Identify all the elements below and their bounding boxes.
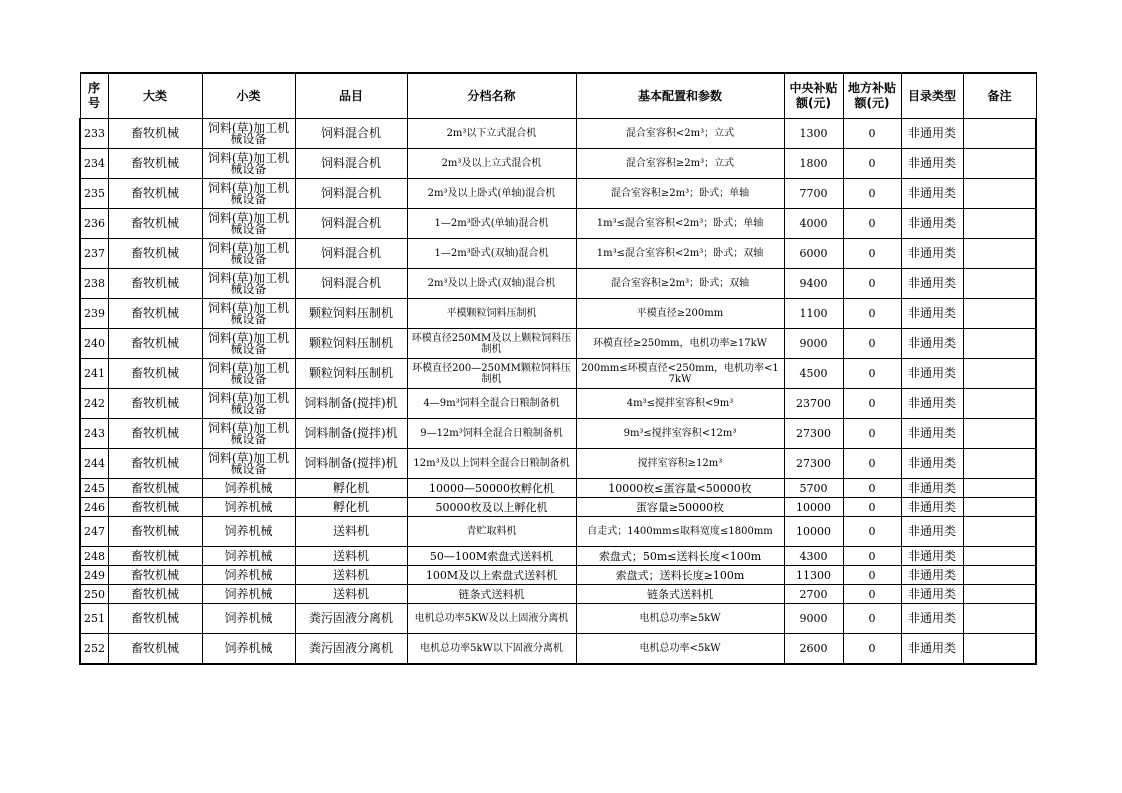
cell-remarks <box>963 517 1036 547</box>
header-cell-index: 序号 <box>80 73 108 119</box>
cell-grade-name: 2m³及以上立式混合机 <box>407 149 576 179</box>
cell-grade-name: 100M及以上索盘式送料机 <box>407 566 576 585</box>
cell-item: 送料机 <box>295 585 407 604</box>
cell-grade-name: 平模颗粒饲料压制机 <box>407 299 576 329</box>
cell-item: 粪污固液分离机 <box>295 634 407 664</box>
cell-local-subsidy: 0 <box>843 299 901 329</box>
cell-local-subsidy: 0 <box>843 359 901 389</box>
cell-index: 250 <box>80 585 108 604</box>
cell-grade-name: 10000—50000枚孵化机 <box>407 479 576 498</box>
cell-grade-name: 2m³及以上卧式(单轴)混合机 <box>407 179 576 209</box>
cell-remarks <box>963 269 1036 299</box>
cell-grade-name: 50000枚及以上孵化机 <box>407 498 576 517</box>
cell-index: 237 <box>80 239 108 269</box>
cell-item: 饲料制备(搅拌)机 <box>295 389 407 419</box>
cell-catalog-type: 非通用类 <box>901 604 963 634</box>
table-row <box>80 389 1036 419</box>
cell-config-params: 索盘式；50m≤送料长度<100m <box>576 547 784 566</box>
cell-minor-category: 饲料(草)加工机械设备 <box>202 209 295 239</box>
cell-remarks <box>963 547 1036 566</box>
table-row <box>80 239 1036 269</box>
cell-catalog-type: 非通用类 <box>901 585 963 604</box>
cell-item: 颗粒饲料压制机 <box>295 299 407 329</box>
cell-config-params: 电机总功率<5kW <box>576 634 784 664</box>
cell-catalog-type: 非通用类 <box>901 566 963 585</box>
cell-index: 233 <box>80 119 108 149</box>
cell-catalog-type: 非通用类 <box>901 419 963 449</box>
cell-config-params: 1m³≤混合室容积<2m³；卧式；双轴 <box>576 239 784 269</box>
cell-major-category: 畜牧机械 <box>108 119 202 149</box>
table-body <box>80 119 1036 664</box>
cell-item: 孵化机 <box>295 498 407 517</box>
cell-catalog-type: 非通用类 <box>901 239 963 269</box>
cell-catalog-type: 非通用类 <box>901 359 963 389</box>
cell-catalog-type: 非通用类 <box>901 498 963 517</box>
cell-grade-name: 9—12m³饲料全混合日粮制备机 <box>407 419 576 449</box>
cell-index: 234 <box>80 149 108 179</box>
cell-grade-name: 4—9m³饲料全混合日粮制备机 <box>407 389 576 419</box>
header-cell-major-category: 大类 <box>108 73 202 119</box>
cell-index: 251 <box>80 604 108 634</box>
table-row <box>80 119 1036 149</box>
cell-minor-category: 饲料(草)加工机械设备 <box>202 239 295 269</box>
cell-major-category: 畜牧机械 <box>108 498 202 517</box>
cell-local-subsidy: 0 <box>843 634 901 664</box>
cell-local-subsidy: 0 <box>843 566 901 585</box>
cell-local-subsidy: 0 <box>843 479 901 498</box>
cell-remarks <box>963 209 1036 239</box>
cell-grade-name: 2m³以下立式混合机 <box>407 119 576 149</box>
cell-major-category: 畜牧机械 <box>108 566 202 585</box>
header-row <box>80 73 1036 119</box>
cell-major-category: 畜牧机械 <box>108 209 202 239</box>
cell-grade-name: 电机总功率5kW以下固液分离机 <box>407 634 576 664</box>
cell-catalog-type: 非通用类 <box>901 269 963 299</box>
cell-catalog-type: 非通用类 <box>901 329 963 359</box>
cell-major-category: 畜牧机械 <box>108 585 202 604</box>
cell-index: 240 <box>80 329 108 359</box>
cell-catalog-type: 非通用类 <box>901 479 963 498</box>
cell-local-subsidy: 0 <box>843 269 901 299</box>
cell-central-subsidy: 27300 <box>784 419 843 449</box>
cell-item: 饲料制备(搅拌)机 <box>295 449 407 479</box>
cell-local-subsidy: 0 <box>843 119 901 149</box>
cell-config-params: 蛋容量≥50000枚 <box>576 498 784 517</box>
cell-remarks <box>963 566 1036 585</box>
cell-remarks <box>963 149 1036 179</box>
cell-local-subsidy: 0 <box>843 419 901 449</box>
cell-remarks <box>963 634 1036 664</box>
cell-index: 238 <box>80 269 108 299</box>
table-row <box>80 604 1036 634</box>
cell-major-category: 畜牧机械 <box>108 389 202 419</box>
cell-index: 243 <box>80 419 108 449</box>
cell-local-subsidy: 0 <box>843 149 901 179</box>
cell-config-params: 混合室容积≥2m³；卧式；单轴 <box>576 179 784 209</box>
cell-central-subsidy: 9000 <box>784 329 843 359</box>
table-row <box>80 419 1036 449</box>
header-cell-minor-category: 小类 <box>202 73 295 119</box>
table-row <box>80 449 1036 479</box>
cell-minor-category: 饲料(草)加工机械设备 <box>202 119 295 149</box>
table-row <box>80 517 1036 547</box>
cell-central-subsidy: 2600 <box>784 634 843 664</box>
cell-central-subsidy: 10000 <box>784 498 843 517</box>
cell-item: 送料机 <box>295 547 407 566</box>
cell-index: 244 <box>80 449 108 479</box>
cell-grade-name: 电机总功率5KW及以上固液分离机 <box>407 604 576 634</box>
cell-config-params: 200mm≤环模直径<250mm，电机功率<17kW <box>576 359 784 389</box>
cell-index: 241 <box>80 359 108 389</box>
table-row <box>80 547 1036 566</box>
cell-minor-category: 饲养机械 <box>202 566 295 585</box>
cell-config-params: 搅拌室容积≥12m³ <box>576 449 784 479</box>
cell-remarks <box>963 498 1036 517</box>
cell-grade-name: 12m³及以上饲料全混合日粮制备机 <box>407 449 576 479</box>
cell-major-category: 畜牧机械 <box>108 634 202 664</box>
cell-config-params: 自走式；1400mm≤取料宽度≤1800mm <box>576 517 784 547</box>
cell-remarks <box>963 449 1036 479</box>
cell-minor-category: 饲料(草)加工机械设备 <box>202 269 295 299</box>
cell-index: 248 <box>80 547 108 566</box>
cell-index: 235 <box>80 179 108 209</box>
cell-remarks <box>963 239 1036 269</box>
cell-remarks <box>963 299 1036 329</box>
cell-remarks <box>963 389 1036 419</box>
table-row <box>80 209 1036 239</box>
table-row <box>80 299 1036 329</box>
cell-index: 252 <box>80 634 108 664</box>
cell-config-params: 混合室容积≥2m³；立式 <box>576 149 784 179</box>
cell-grade-name: 1—2m³卧式(单轴)混合机 <box>407 209 576 239</box>
cell-major-category: 畜牧机械 <box>108 269 202 299</box>
cell-central-subsidy: 4000 <box>784 209 843 239</box>
cell-central-subsidy: 6000 <box>784 239 843 269</box>
cell-central-subsidy: 5700 <box>784 479 843 498</box>
cell-remarks <box>963 119 1036 149</box>
cell-minor-category: 饲料(草)加工机械设备 <box>202 419 295 449</box>
cell-central-subsidy: 9000 <box>784 604 843 634</box>
cell-grade-name: 环模直径250MM及以上颗粒饲料压制机 <box>407 329 576 359</box>
cell-central-subsidy: 23700 <box>784 389 843 419</box>
cell-minor-category: 饲料(草)加工机械设备 <box>202 329 295 359</box>
cell-central-subsidy: 11300 <box>784 566 843 585</box>
cell-major-category: 畜牧机械 <box>108 449 202 479</box>
table-row <box>80 566 1036 585</box>
header-cell-remarks: 备注 <box>963 73 1036 119</box>
header-cell-local-subsidy: 地方补贴额(元) <box>843 73 901 119</box>
cell-catalog-type: 非通用类 <box>901 179 963 209</box>
cell-minor-category: 饲养机械 <box>202 604 295 634</box>
cell-config-params: 9m³≤搅拌室容积<12m³ <box>576 419 784 449</box>
cell-config-params: 索盘式；送料长度≥100m <box>576 566 784 585</box>
cell-index: 242 <box>80 389 108 419</box>
cell-remarks <box>963 179 1036 209</box>
cell-index: 239 <box>80 299 108 329</box>
table-row <box>80 269 1036 299</box>
cell-config-params: 混合室容积<2m³；立式 <box>576 119 784 149</box>
cell-item: 饲料混合机 <box>295 119 407 149</box>
cell-grade-name: 2m³及以上卧式(双轴)混合机 <box>407 269 576 299</box>
cell-central-subsidy: 4300 <box>784 547 843 566</box>
cell-local-subsidy: 0 <box>843 585 901 604</box>
cell-item: 送料机 <box>295 566 407 585</box>
cell-major-category: 畜牧机械 <box>108 329 202 359</box>
table-row <box>80 479 1036 498</box>
header-cell-central-subsidy: 中央补贴额(元) <box>784 73 843 119</box>
cell-major-category: 畜牧机械 <box>108 149 202 179</box>
cell-item: 饲料混合机 <box>295 149 407 179</box>
cell-config-params: 1m³≤混合室容积<2m³；卧式；单轴 <box>576 209 784 239</box>
cell-central-subsidy: 4500 <box>784 359 843 389</box>
cell-remarks <box>963 585 1036 604</box>
header-cell-item: 品目 <box>295 73 407 119</box>
cell-local-subsidy: 0 <box>843 547 901 566</box>
cell-item: 粪污固液分离机 <box>295 604 407 634</box>
cell-local-subsidy: 0 <box>843 329 901 359</box>
cell-config-params: 混合室容积≥2m³；卧式；双轴 <box>576 269 784 299</box>
cell-local-subsidy: 0 <box>843 179 901 209</box>
cell-local-subsidy: 0 <box>843 209 901 239</box>
cell-minor-category: 饲料(草)加工机械设备 <box>202 299 295 329</box>
cell-minor-category: 饲养机械 <box>202 547 295 566</box>
cell-major-category: 畜牧机械 <box>108 479 202 498</box>
cell-config-params: 4m³≤搅拌室容积<9m³ <box>576 389 784 419</box>
table-row <box>80 149 1036 179</box>
cell-major-category: 畜牧机械 <box>108 299 202 329</box>
cell-local-subsidy: 0 <box>843 604 901 634</box>
cell-central-subsidy: 27300 <box>784 449 843 479</box>
table-row <box>80 498 1036 517</box>
cell-grade-name: 1—2m³卧式(双轴)混合机 <box>407 239 576 269</box>
cell-central-subsidy: 9400 <box>784 269 843 299</box>
cell-remarks <box>963 479 1036 498</box>
cell-central-subsidy: 2700 <box>784 585 843 604</box>
cell-catalog-type: 非通用类 <box>901 449 963 479</box>
cell-catalog-type: 非通用类 <box>901 389 963 419</box>
cell-remarks <box>963 604 1036 634</box>
cell-item: 饲料混合机 <box>295 179 407 209</box>
cell-item: 送料机 <box>295 517 407 547</box>
cell-item: 饲料混合机 <box>295 269 407 299</box>
cell-grade-name: 链条式送料机 <box>407 585 576 604</box>
cell-config-params: 链条式送料机 <box>576 585 784 604</box>
table-row <box>80 179 1036 209</box>
cell-major-category: 畜牧机械 <box>108 604 202 634</box>
cell-minor-category: 饲养机械 <box>202 479 295 498</box>
table-row <box>80 585 1036 604</box>
cell-central-subsidy: 7700 <box>784 179 843 209</box>
cell-remarks <box>963 329 1036 359</box>
header-cell-catalog-type: 目录类型 <box>901 73 963 119</box>
cell-major-category: 畜牧机械 <box>108 517 202 547</box>
cell-catalog-type: 非通用类 <box>901 119 963 149</box>
cell-major-category: 畜牧机械 <box>108 419 202 449</box>
cell-item: 颗粒饲料压制机 <box>295 359 407 389</box>
cell-minor-category: 饲料(草)加工机械设备 <box>202 359 295 389</box>
cell-central-subsidy: 10000 <box>784 517 843 547</box>
cell-config-params: 环模直径≥250mm，电机功率≥17kW <box>576 329 784 359</box>
table-row <box>80 634 1036 664</box>
table-row <box>80 359 1036 389</box>
cell-item: 饲料制备(搅拌)机 <box>295 419 407 449</box>
cell-index: 249 <box>80 566 108 585</box>
cell-remarks <box>963 419 1036 449</box>
cell-grade-name: 青贮取料机 <box>407 517 576 547</box>
cell-catalog-type: 非通用类 <box>901 209 963 239</box>
cell-minor-category: 饲料(草)加工机械设备 <box>202 449 295 479</box>
cell-item: 孵化机 <box>295 479 407 498</box>
cell-minor-category: 饲料(草)加工机械设备 <box>202 179 295 209</box>
cell-index: 247 <box>80 517 108 547</box>
cell-catalog-type: 非通用类 <box>901 149 963 179</box>
cell-major-category: 畜牧机械 <box>108 179 202 209</box>
cell-local-subsidy: 0 <box>843 498 901 517</box>
cell-local-subsidy: 0 <box>843 389 901 419</box>
cell-catalog-type: 非通用类 <box>901 299 963 329</box>
cell-item: 颗粒饲料压制机 <box>295 329 407 359</box>
cell-minor-category: 饲料(草)加工机械设备 <box>202 149 295 179</box>
cell-index: 245 <box>80 479 108 498</box>
subsidy-table <box>79 72 1037 665</box>
cell-grade-name: 50—100M索盘式送料机 <box>407 547 576 566</box>
cell-local-subsidy: 0 <box>843 449 901 479</box>
cell-config-params: 电机总功率≥5kW <box>576 604 784 634</box>
cell-item: 饲料混合机 <box>295 209 407 239</box>
cell-major-category: 畜牧机械 <box>108 359 202 389</box>
cell-local-subsidy: 0 <box>843 517 901 547</box>
cell-minor-category: 饲养机械 <box>202 517 295 547</box>
cell-config-params: 10000枚≤蛋容量<50000枚 <box>576 479 784 498</box>
cell-config-params: 平模直径≥200mm <box>576 299 784 329</box>
cell-catalog-type: 非通用类 <box>901 634 963 664</box>
cell-item: 饲料混合机 <box>295 239 407 269</box>
cell-catalog-type: 非通用类 <box>901 517 963 547</box>
cell-minor-category: 饲养机械 <box>202 585 295 604</box>
cell-index: 236 <box>80 209 108 239</box>
cell-grade-name: 环模直径200—250MM颗粒饲料压制机 <box>407 359 576 389</box>
cell-minor-category: 饲养机械 <box>202 634 295 664</box>
cell-major-category: 畜牧机械 <box>108 239 202 269</box>
cell-central-subsidy: 1300 <box>784 119 843 149</box>
cell-minor-category: 饲养机械 <box>202 498 295 517</box>
header-cell-config-params: 基本配置和参数 <box>576 73 784 119</box>
cell-major-category: 畜牧机械 <box>108 547 202 566</box>
cell-minor-category: 饲料(草)加工机械设备 <box>202 389 295 419</box>
cell-central-subsidy: 1100 <box>784 299 843 329</box>
cell-catalog-type: 非通用类 <box>901 547 963 566</box>
cell-central-subsidy: 1800 <box>784 149 843 179</box>
table-row <box>80 329 1036 359</box>
cell-remarks <box>963 359 1036 389</box>
header-cell-grade-name: 分档名称 <box>407 73 576 119</box>
cell-local-subsidy: 0 <box>843 239 901 269</box>
cell-index: 246 <box>80 498 108 517</box>
